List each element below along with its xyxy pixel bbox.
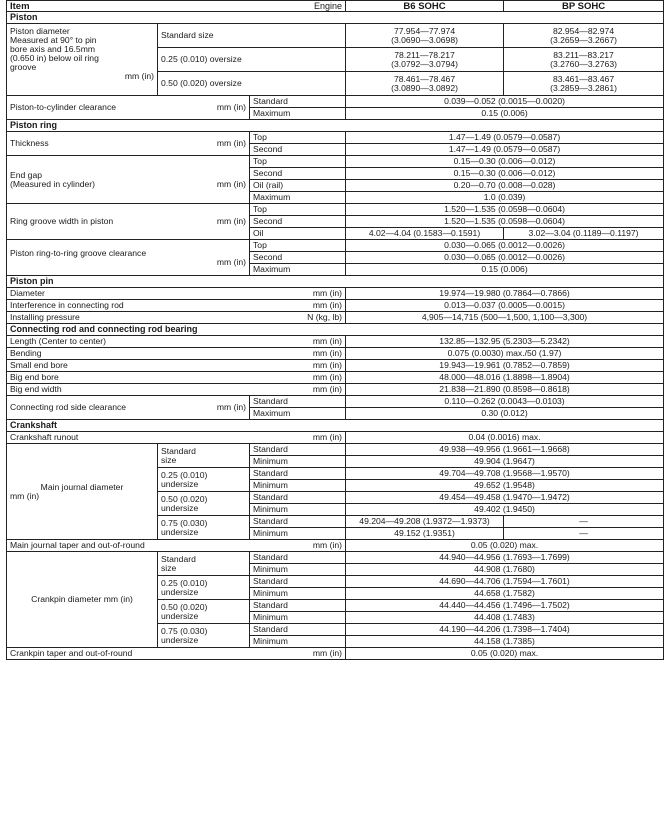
sub-label: Standard: [250, 552, 346, 564]
sub-label: Oil: [250, 228, 346, 240]
table-header-row: [7, 1, 664, 12]
piston-diameter-label: Piston diameter Measured at 90° to pin bore axis and 16.5mm (0.650 in) below oil ring groove mm (in): [7, 24, 158, 96]
sub-label: Standard: [250, 444, 346, 456]
row-label: Main journal taper and out-of-round mm (in): [7, 540, 346, 552]
table-row: [7, 360, 664, 372]
table-row: [7, 312, 664, 324]
value: 1.520—1.535 (0.0598—0.0604): [346, 216, 664, 228]
bp-value: 83.211—83.217 (3.2760—3.2763): [504, 48, 664, 72]
row-label: Bending mm (in): [7, 348, 346, 360]
b6-value: 77.954—77.974 (3.0690—3.0698): [346, 24, 504, 48]
table-row: [7, 444, 664, 456]
value: 0.030—0.065 (0.0012—0.0026): [346, 252, 664, 264]
b6-value: 78.461—78.467 (3.0890—3.0892): [346, 72, 504, 96]
row-label: Interference in connecting rod mm (in): [7, 300, 346, 312]
sub-label: Standard: [250, 396, 346, 408]
value: 0.30 (0.012): [346, 408, 664, 420]
sub-label: Minimum: [250, 504, 346, 516]
bp-header: BP SOHC: [504, 1, 664, 12]
rod-side-clearance-label: Connecting rod side clearance mm (in): [7, 396, 250, 420]
size-label: 0.50 (0.020) undersize: [158, 492, 250, 516]
sub-label: Maximum: [250, 264, 346, 276]
specifications-table: [6, 0, 664, 660]
value: 132.85—132.95 (5.2303—5.2342): [346, 336, 664, 348]
size-label: 0.75 (0.030) undersize: [158, 516, 250, 540]
sub-label: Oil (rail): [250, 180, 346, 192]
table-row: [7, 336, 664, 348]
table-row: [7, 96, 664, 108]
size-label: Standard size: [158, 552, 250, 576]
table-row: [7, 288, 664, 300]
value: 49.652 (1.9548): [346, 480, 664, 492]
row-label: Small end bore mm (in): [7, 360, 346, 372]
b6-value: 49.152 (1.9351): [346, 528, 504, 540]
sub-label: Standard: [250, 576, 346, 588]
table-row: [7, 300, 664, 312]
size-label: Standard size: [158, 24, 346, 48]
value: 1.0 (0.039): [346, 192, 664, 204]
table-row: [7, 648, 664, 660]
value: 0.05 (0.020) max.: [346, 648, 664, 660]
table-row: [7, 156, 664, 168]
piston-clearance-label: Piston-to-cylinder clearance mm (in): [7, 96, 250, 120]
sub-label: Minimum: [250, 612, 346, 624]
sub-label: Second: [250, 168, 346, 180]
sub-label: Top: [250, 156, 346, 168]
section-title-piston-ring: Piston ring: [7, 120, 664, 132]
sub-label: Second: [250, 144, 346, 156]
ring-thickness-label: Thickness mm (in): [7, 132, 250, 156]
table-row: [7, 432, 664, 444]
sub-label: Top: [250, 204, 346, 216]
value: 0.15 (0.006): [346, 264, 664, 276]
sub-label: Top: [250, 132, 346, 144]
table-row: [7, 540, 664, 552]
value: 44.408 (1.7483): [346, 612, 664, 624]
value: 49.704—49.708 (1.9568—1.9570): [346, 468, 664, 480]
groove-width-label: Ring groove width in piston mm (in): [7, 204, 250, 240]
value: 44.440—44.456 (1.7496—1.7502): [346, 600, 664, 612]
b6-value: 4.02—4.04 (0.1583—0.1591): [346, 228, 504, 240]
value: 1.47—1.49 (0.0579—0.0587): [346, 132, 664, 144]
row-label: Big end width mm (in): [7, 384, 346, 396]
value: 1.520—1.535 (0.0598—0.0604): [346, 204, 664, 216]
bp-value: —: [504, 516, 664, 528]
sub-label: Maximum: [250, 408, 346, 420]
sub-label: Minimum: [250, 528, 346, 540]
value: 44.190—44.206 (1.7398—1.7404): [346, 624, 664, 636]
sub-label: Minimum: [250, 480, 346, 492]
section-title-piston: Piston: [7, 12, 664, 24]
row-label: Installing pressure N (kg, lb): [7, 312, 346, 324]
table-row: [7, 240, 664, 252]
sub-label: Maximum: [250, 108, 346, 120]
size-label: 0.25 (0.010) undersize: [158, 576, 250, 600]
ring-groove-clearance-label: Piston ring-to-ring groove clearance mm (in): [7, 240, 250, 276]
end-gap-label: mm (in) End gap (Measured in cylinder): [7, 156, 250, 204]
section-title-piston-pin: Piston pin: [7, 276, 664, 288]
value: 0.075 (0.0030) max./50 (1.97): [346, 348, 664, 360]
row-label: Crankpin taper and out-of-round mm (in): [7, 648, 346, 660]
value: 49.454—49.458 (1.9470—1.9472): [346, 492, 664, 504]
sub-label: Standard: [250, 96, 346, 108]
value: 0.039—0.052 (0.0015—0.0020): [346, 96, 664, 108]
sub-label: Standard: [250, 468, 346, 480]
sub-label: Minimum: [250, 636, 346, 648]
table-row: [7, 204, 664, 216]
value: 44.908 (1.7680): [346, 564, 664, 576]
value: 44.690—44.706 (1.7594—1.7601): [346, 576, 664, 588]
value: 4,905—14,715 (500—1,500, 1,100—3,300): [346, 312, 664, 324]
value: 0.110—0.262 (0.0043—0.0103): [346, 396, 664, 408]
sub-label: Standard: [250, 624, 346, 636]
size-label: 0.50 (0.020) oversize: [158, 72, 346, 96]
value: 0.04 (0.0016) max.: [346, 432, 664, 444]
b6-value: 49.204—49.208 (1.9372—1.9373): [346, 516, 504, 528]
value: 49.904 (1.9647): [346, 456, 664, 468]
sub-label: Standard: [250, 600, 346, 612]
value: 44.940—44.956 (1.7693—1.7699): [346, 552, 664, 564]
row-label: Crankshaft runout mm (in): [7, 432, 346, 444]
sub-label: Top: [250, 240, 346, 252]
section-title-crankshaft: Crankshaft: [7, 420, 664, 432]
bp-value: 83.461—83.467 (3.2859—3.2861): [504, 72, 664, 96]
value: 19.943—19.961 (0.7852—0.7859): [346, 360, 664, 372]
value: 0.20—0.70 (0.008—0.028): [346, 180, 664, 192]
sub-label: Standard: [250, 492, 346, 504]
b6-header: B6 SOHC: [346, 1, 504, 12]
value: 0.15 (0.006): [346, 108, 664, 120]
value: 19.974—19.980 (0.7864—0.7866): [346, 288, 664, 300]
value: 0.013—0.037 (0.0005—0.0015): [346, 300, 664, 312]
bp-value: 3.02—3.04 (0.1189—0.1197): [504, 228, 664, 240]
row-label: Length (Center to center) mm (in): [7, 336, 346, 348]
crankpin-label: Crankpin diameter mm (in): [7, 552, 158, 648]
sub-label: Minimum: [250, 456, 346, 468]
size-label: 0.75 (0.030) undersize: [158, 624, 250, 648]
size-label: 0.25 (0.010) oversize: [158, 48, 346, 72]
size-label: Standard size: [158, 444, 250, 468]
table-row: [7, 132, 664, 144]
bp-value: —: [504, 528, 664, 540]
table-row: [7, 384, 664, 396]
item-header: Item Engine: [7, 1, 346, 12]
unit-label: mm (in): [124, 71, 154, 81]
value: 0.15—0.30 (0.006—0.012): [346, 168, 664, 180]
sub-label: Maximum: [250, 192, 346, 204]
sub-label: Second: [250, 252, 346, 264]
main-journal-label: Main journal diameter mm (in): [7, 444, 158, 540]
table-row: [7, 24, 664, 48]
sub-label: Standard: [250, 516, 346, 528]
table-row: [7, 372, 664, 384]
value: 0.15—0.30 (0.006—0.012): [346, 156, 664, 168]
b6-value: 78.211—78.217 (3.0792—3.0794): [346, 48, 504, 72]
sub-label: Second: [250, 216, 346, 228]
value: 1.47—1.49 (0.0579—0.0587): [346, 144, 664, 156]
row-label: Big end bore mm (in): [7, 372, 346, 384]
section-title-connecting-rod: Connecting rod and connecting rod bearing: [7, 324, 664, 336]
value: 49.938—49.956 (1.9661—1.9668): [346, 444, 664, 456]
value: 49.402 (1.9450): [346, 504, 664, 516]
value: 0.030—0.065 (0.0012—0.0026): [346, 240, 664, 252]
row-label: Diameter mm (in): [7, 288, 346, 300]
size-label: 0.50 (0.020) undersize: [158, 600, 250, 624]
value: 0.05 (0.020) max.: [346, 540, 664, 552]
table-row: [7, 396, 664, 408]
table-row: [7, 552, 664, 564]
value: 21.838—21.890 (0.8598—0.8618): [346, 384, 664, 396]
value: 44.158 (1.7385): [346, 636, 664, 648]
value: 44.658 (1.7582): [346, 588, 664, 600]
size-label: 0.25 (0.010) undersize: [158, 468, 250, 492]
sub-label: Minimum: [250, 588, 346, 600]
bp-value: 82.954—82.974 (3.2659—3.2667): [504, 24, 664, 48]
sub-label: Minimum: [250, 564, 346, 576]
engine-header: Engine: [313, 1, 343, 11]
table-row: [7, 348, 664, 360]
value: 48.000—48.016 (1.8898—1.8904): [346, 372, 664, 384]
